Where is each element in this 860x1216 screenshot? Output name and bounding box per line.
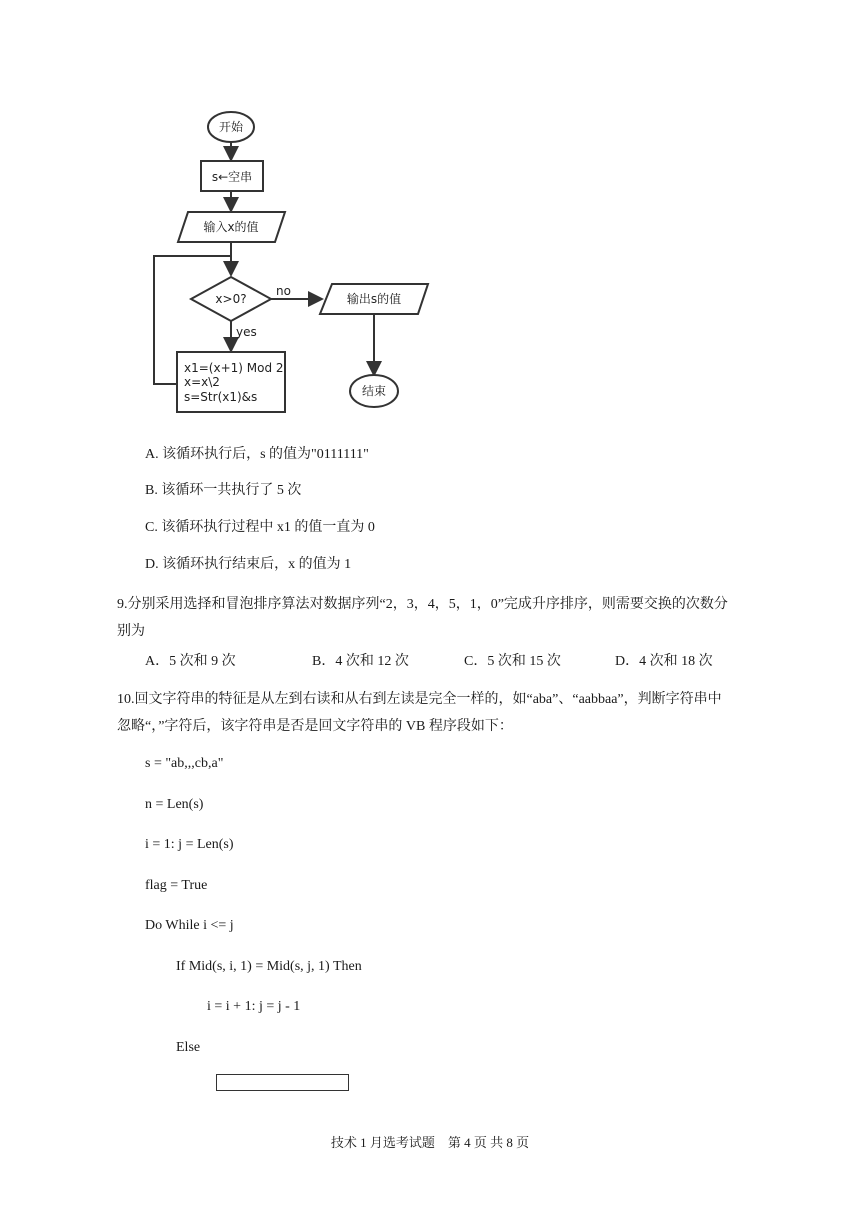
q9-option-a: A．5 次和 9 次 <box>145 654 236 669</box>
loop-body-line-1: x1=(x+1) Mod 2 <box>184 361 284 375</box>
no-label: no <box>276 284 291 298</box>
init-label: s←空串 <box>211 170 253 184</box>
output-label: 输出s的值 <box>346 292 402 306</box>
decision-label: x>0? <box>215 292 247 306</box>
q10-stem: 10.回文字符串的特征是从左到右读和从右到左读是完全一样的，如“aba”、“aabbaa”，判断字符串中忽略“，”字符后，该字符串是否是回文字符串的 VB 程序段如下： <box>117 692 722 734</box>
code-line: n = Len(s) <box>145 797 204 812</box>
q8-option-c: C. 该循环执行过程中 x1 的值一直为 0 <box>145 520 375 535</box>
code-line: Do While i <= j <box>145 918 234 933</box>
q9-option-c: C．5 次和 15 次 <box>464 654 561 669</box>
page-footer: 技术 1 月选考试题 第 4 页 共 8 页 <box>330 1135 530 1150</box>
flowchart-svg <box>140 100 450 425</box>
flowchart <box>140 100 450 425</box>
code-line: i = i + 1: j = j - 1 <box>207 999 301 1014</box>
q9-stem: 9.分别采用选择和冒泡排序算法对数据序列“2，3，4，5，1，0”完成升序排序，则需要交换的次数分别为 <box>117 597 728 639</box>
answer-blank-box <box>216 1074 349 1091</box>
q9-option-d: D．4 次和 18 次 <box>615 654 713 669</box>
code-line: flag = True <box>145 878 208 893</box>
q8-option-d: D. 该循环执行结束后，x 的值为 1 <box>145 557 352 572</box>
code-line: s = "ab,,,cb,a" <box>145 756 224 771</box>
code-line: i = 1: j = Len(s) <box>145 837 234 852</box>
q9-option-b: B．4 次和 12 次 <box>312 654 409 669</box>
yes-label: yes <box>236 325 257 339</box>
loop-body-line-3: s=Str(x1)&s <box>184 390 258 404</box>
input-label: 输入x的值 <box>203 220 259 234</box>
start-label: 开始 <box>218 120 244 134</box>
loop-body-line-2: x=x\2 <box>184 375 220 389</box>
code-line: If Mid(s, i, 1) = Mid(s, j, 1) Then <box>176 959 362 974</box>
end-label: 结束 <box>361 384 387 398</box>
q8-option-b: B. 该循环一共执行了 5 次 <box>145 483 302 498</box>
code-line: Else <box>176 1040 201 1055</box>
q8-option-a: A. 该循环执行后，s 的值为"0111111" <box>145 447 369 462</box>
